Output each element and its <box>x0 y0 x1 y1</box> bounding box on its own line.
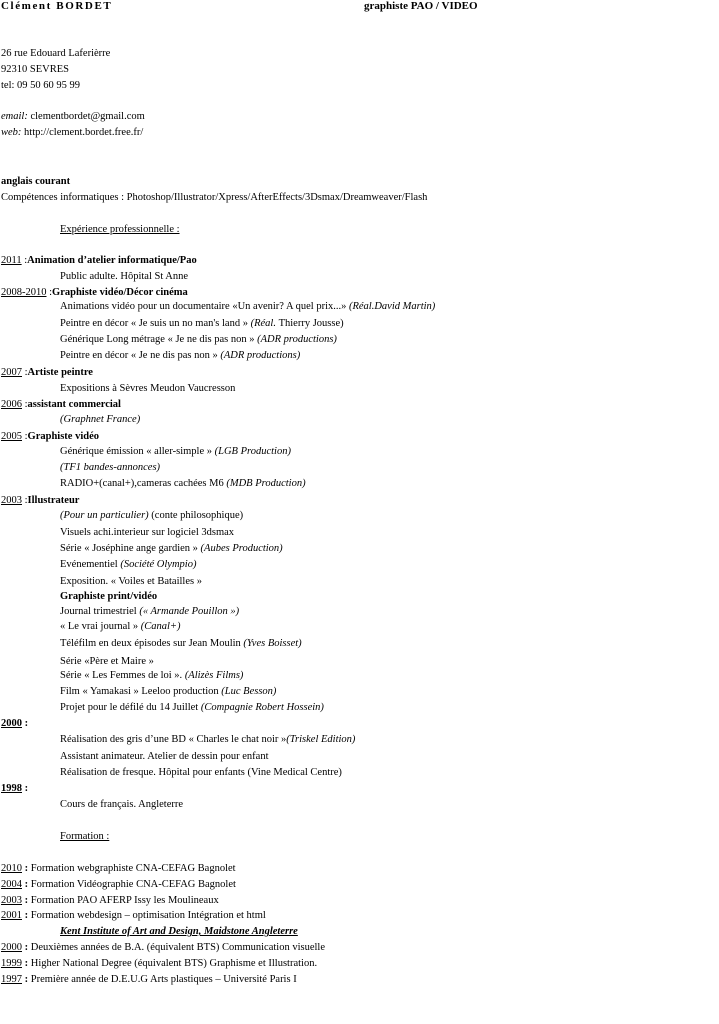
line-text: RADIO+(canal+),cameras cachées M6 <box>60 478 227 489</box>
entry-year: 2003 <box>1 495 22 506</box>
line-text: Film « Yamakasi » Leeloo production <box>60 686 222 697</box>
job-title: graphiste PAO / VIDEO <box>364 0 478 12</box>
software-skills: Compétences informatiques : Photoshop/Illustrator/Xpress/AfterEffects/3Dsmax/Dreamweaver/Flash <box>1 192 428 203</box>
line-text: Animations vidéo pour un documentaire «Un avenir? A quel prix...» <box>60 301 349 312</box>
education-sep: : <box>22 974 31 985</box>
entry-2005-header <box>1 430 99 443</box>
line-text: Projet pour le défilé du 14 Juillet <box>60 702 201 713</box>
education-year: 1997 <box>1 974 22 985</box>
education-year: 2003 <box>1 895 22 906</box>
person-name: Clément BORDET <box>1 0 113 12</box>
entry-year: 2005 <box>1 431 22 442</box>
entry-2008-header <box>1 286 188 299</box>
line-credit: (Yves Boisset) <box>243 638 302 649</box>
entry-sep: : <box>22 431 28 442</box>
line-text: Série « Joséphine ange gardien » <box>60 543 201 554</box>
education-sep: : <box>22 863 31 874</box>
education-item <box>1 878 236 891</box>
line-text: Générique émission « aller-simple » <box>60 446 215 457</box>
entry-1998-header <box>1 782 28 795</box>
line-credit: (Alizès Films) <box>184 670 244 681</box>
education-item <box>1 941 325 954</box>
entry-title: Artiste peintre <box>27 367 93 378</box>
entry-2003-line-2: Visuels achi.interieur sur logiciel 3dsmax <box>60 527 235 538</box>
email-line <box>1 110 145 123</box>
education-sep: : <box>22 910 31 921</box>
entry-year: 2008-2010 <box>1 287 47 298</box>
entry-2003-line-1 <box>60 509 243 522</box>
entry-sep: : <box>21 255 28 266</box>
email-label: email: <box>1 111 28 122</box>
entry-year: 2006 <box>1 399 22 410</box>
education-text: Formation Vidéographie CNA-CEFAG Bagnolet <box>30 879 236 890</box>
entry-2003-line-7 <box>60 620 181 633</box>
entry-sep: : <box>22 399 28 410</box>
entry-sep: : <box>22 783 29 794</box>
entry-2006-header <box>1 398 121 411</box>
education-text: Formation PAO AFERP Issy les Moulineaux <box>30 895 219 906</box>
entry-2000-line-2: Assistant animateur. Atelier de dessin pour enfant <box>60 751 269 762</box>
education-year: 2001 <box>1 910 22 921</box>
education-item <box>1 862 236 875</box>
line-text: Téléfilm en deux épisodes sur Jean Moulin <box>60 638 244 649</box>
line-credit: (Réal.David Martin) <box>348 301 436 312</box>
entry-2003-line-3 <box>60 542 283 555</box>
entry-2003-line-10 <box>60 669 243 682</box>
address-line-1: 26 rue Edouard Laferièrre <box>1 48 111 59</box>
line-credit: (LGB Production) <box>214 446 291 457</box>
entry-2008-line-3 <box>60 333 337 346</box>
education-year: 2010 <box>1 863 22 874</box>
education-year: 2000 <box>1 942 22 953</box>
entry-2007-line-1: Expositions à Sèvres Meudon Vaucresson <box>60 383 236 394</box>
line-credit: (ADR productions) <box>257 334 337 345</box>
education-sep: : <box>22 879 31 890</box>
entry-year: 2000 <box>1 718 22 729</box>
line-credit: (Pour un particulier) <box>60 510 149 521</box>
line-credit: (Société Olympio) <box>120 559 197 570</box>
entry-2003-header <box>1 494 79 507</box>
line-credit-name: Thierry Jousse) <box>278 318 344 329</box>
entry-sep: : <box>22 495 28 506</box>
education-year: 2004 <box>1 879 22 890</box>
entry-2000-header <box>1 717 28 730</box>
entry-year: 2011 <box>1 255 22 266</box>
entry-2005-line-3 <box>60 477 306 490</box>
entry-2008-line-2 <box>60 317 344 330</box>
entry-2011-line-1: Public adulte. Hôpital St Anne <box>60 271 189 282</box>
web-value[interactable]: http://clement.bordet.free.fr/ <box>24 127 144 138</box>
entry-2008-line-4 <box>60 349 300 362</box>
entry-2000-line-1 <box>60 733 355 746</box>
phone-line: tel: 09 50 60 95 99 <box>1 80 81 91</box>
entry-sep: : <box>46 287 53 298</box>
experience-heading: Expérience professionnelle : <box>60 224 180 235</box>
education-text: Formation webdesign – optimisation Intégration et html <box>30 910 266 921</box>
education-item <box>1 957 317 970</box>
entry-year: 2007 <box>1 367 22 378</box>
education-sep: : <box>22 942 31 953</box>
entry-2003-line-8 <box>60 637 302 650</box>
line-credit: (MDB Production) <box>226 478 306 489</box>
entry-title: Graphiste vidéo/Décor cinéma <box>52 287 188 298</box>
entry-2007-header <box>1 366 93 379</box>
entry-sep: : <box>22 718 29 729</box>
line-credit: (Compagnie Robert Hossein) <box>200 702 324 713</box>
line-credit: (« Armande Pouillon ») <box>139 606 240 617</box>
entry-2003-line-12 <box>60 701 324 714</box>
entry-2005-line-1 <box>60 445 291 458</box>
web-label: web: <box>1 127 22 138</box>
line-text: Réalisation des gris d’une BD « Charles le chat noir » <box>60 734 287 745</box>
line-credit: (ADR productions) <box>220 350 301 361</box>
education-item <box>1 909 266 922</box>
entry-2003-subtitle: Graphiste print/vidéo <box>60 591 158 602</box>
entry-title: Illustrateur <box>27 495 80 506</box>
education-heading: Formation : <box>60 831 110 842</box>
entry-2003-line-4 <box>60 558 196 571</box>
line-text: Série « Les Femmes de loi ». <box>60 670 185 681</box>
education-sep: : <box>22 895 31 906</box>
entry-2003-line-5: Exposition. « Voiles et Batailles » <box>60 576 202 587</box>
entry-1998-line-1: Cours de français. Angleterre <box>60 799 184 810</box>
entry-2003-line-6 <box>60 605 239 618</box>
line-text: Journal trimestriel <box>60 606 140 617</box>
entry-sep: : <box>22 367 28 378</box>
entry-2000-line-3: Réalisation de fresque. Hôpital pour enfants (Vine Medical Centre) <box>60 767 342 778</box>
education-item <box>1 973 297 986</box>
email-value[interactable]: clementbordet@gmail.com <box>30 111 145 122</box>
entry-title: assistant commercial <box>27 399 121 410</box>
line-credit: (Triskel Edition) <box>286 734 356 745</box>
line-text: « Le vrai journal » <box>60 621 141 632</box>
line-text: Générique Long métrage « Je ne dis pas non » <box>60 334 258 345</box>
line-credit: (Canal+) <box>140 621 181 632</box>
education-item <box>1 894 219 907</box>
address-line-2: 92310 SEVRES <box>1 64 69 75</box>
line-credit: (Aubes Production) <box>200 543 283 554</box>
entry-2003-line-11 <box>60 685 276 698</box>
line-text: Peintre en décor « Je suis un no man's land » <box>60 318 251 329</box>
line-text: Peintre en décor « Je ne dis pas non » <box>60 350 221 361</box>
education-text: Formation webgraphiste CNA-CEFAG Bagnolet <box>30 863 236 874</box>
line-credit: (Luc Besson) <box>221 686 277 697</box>
entry-year: 1998 <box>1 783 22 794</box>
education-text: Deuxièmes années de B.A. (équivalent BTS) Communication visuelle <box>30 942 325 953</box>
entry-2003-line-9: Série «Père et Maire » <box>60 656 154 667</box>
language-skill: anglais courant <box>1 176 71 187</box>
line-text: Evénementiel <box>60 559 121 570</box>
line-text: (conte philosophique) <box>148 510 244 521</box>
education-text: Higher National Degree (équivalent BTS) Graphisme et Illustration. <box>30 958 318 969</box>
school-name: Kent Institute of Art and Design, Maidstone Angleterre <box>60 926 298 937</box>
entry-title: Animation d’atelier informatique/Pao <box>27 255 197 266</box>
education-year: 1999 <box>1 958 22 969</box>
entry-2005-line-2: (TF1 bandes-annonces) <box>60 462 161 473</box>
entry-2011-header <box>1 254 197 267</box>
education-sep: : <box>22 958 31 969</box>
education-text: Première année de D.E.U.G Arts plastiques – Université Paris I <box>30 974 297 985</box>
entry-title: Graphiste vidéo <box>27 431 100 442</box>
entry-2008-line-1 <box>60 300 435 313</box>
web-line <box>1 126 143 139</box>
line-credit: (Réal. <box>250 318 279 329</box>
entry-2006-line-1: (Graphnet France) <box>60 414 141 425</box>
